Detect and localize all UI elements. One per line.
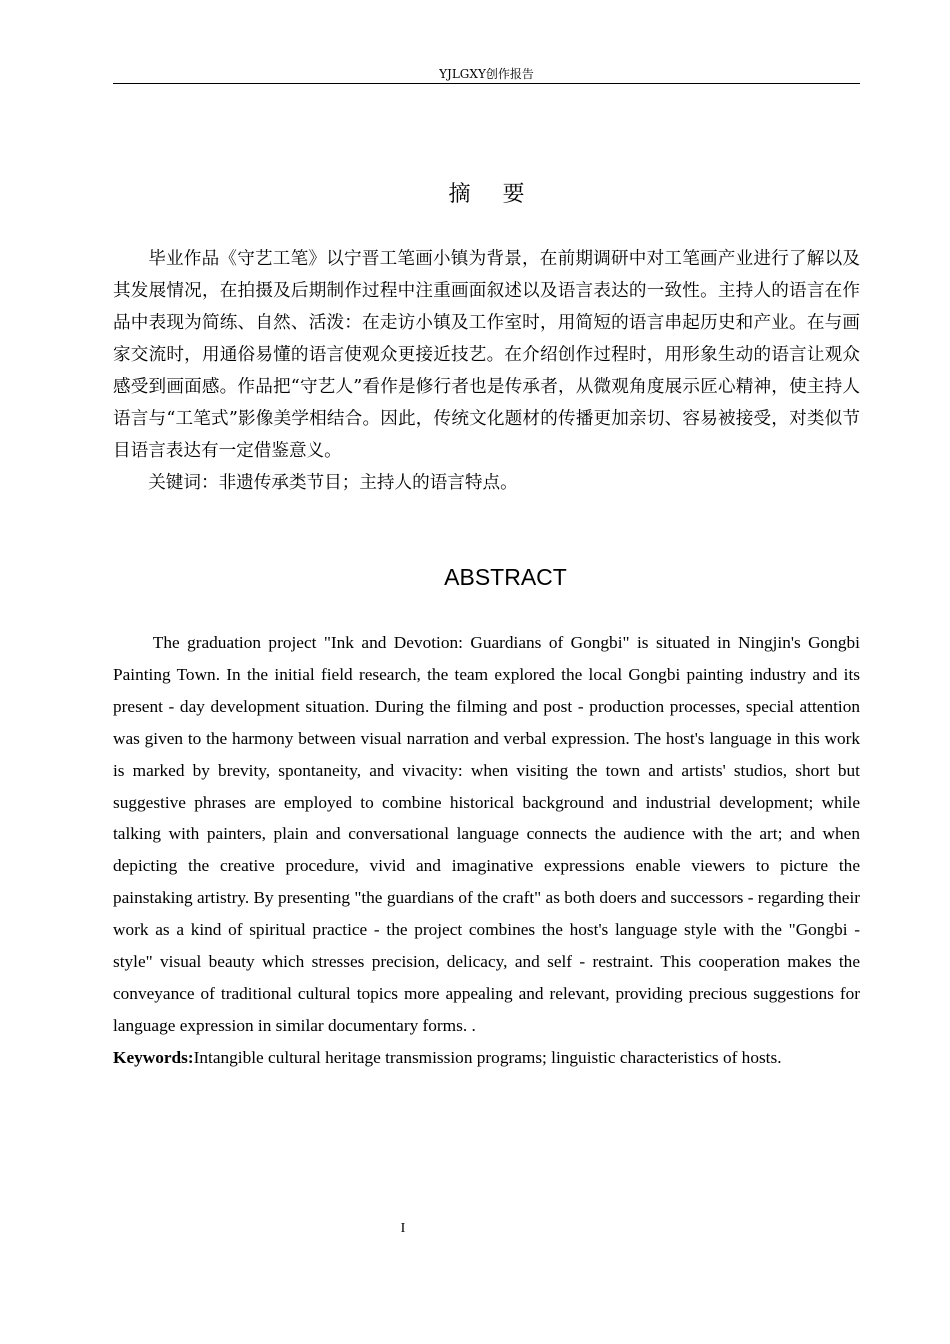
english-keywords [113,1042,860,1074]
chinese-abstract-paragraph: 毕业作品《守艺工笔》以宁晋工笔画小镇为背景，在前期调研中对工笔画产业进行了解以及其发展情况，在拍摄及后期制作过程中注重画面叙述以及语言表达的一致性。主持人的语言在作品中表现为简练、自然、活泼：在走访小镇及工作室时，用简短的语言串起历史和产业。在与画家交流时，用通俗易懂的语言使观众更接近技艺。在介绍创作过程时，用形象生动的语言让观众感受到画面感。作品把“守艺人”看作是修行者也是传承者，从微观角度展示匠心精神，使主持人语言与“工笔式”影像美学相结合。因此，传统文化题材的传播更加亲切、容易被接受，对类似节目语言表达有一定借鉴意义。 [113,249,860,461]
keywords-text: Intangible cultural heritage transmission programs; linguistic characteristics of hosts. [193,1047,782,1067]
page-number: I [400,1221,406,1236]
chinese-abstract-body [113,243,860,499]
header-rule [113,83,860,84]
chinese-keywords: 关键词：非遗传承类节目；主持人的语言特点。 [148,473,518,493]
chinese-abstract-title: 摘要 [448,182,557,207]
english-abstract-body [113,627,860,1074]
running-header: YJLGXY创作报告 [439,67,534,81]
english-abstract-title: ABSTRACT [444,564,567,590]
english-abstract-paragraph: The graduation project "Ink and Devotion: Guardians of Gongbi" is situated in Ningjin's Gongbi Painting Town. In the initial field research, the team explored the local Gongbi painting industry and its present - day development situation. During the filming and post - production processes, special attention was given to the harmony between visual narration and verbal expression. The host's language in this work is marked by brevity, spontaneity, and vivacity: when visiting the town and artists' studios, short but suggestive phrases are employed to combine historical background and industrial development; while talking with painters, plain and conversational language connects the audience with the art; and when depicting the creative procedure, vivid and imaginative expressions enable viewers to picture the painstaking artistry. By presenting "the guardians of the craft" as both doers and successors - regarding their work as a kind of spiritual practice - the project combines the host's language style with the "Gongbi - style" visual beauty which stresses precision, delicacy, and self - restraint. This cooperation makes the conveyance of traditional cultural topics more appealing and relevant, providing precious suggestions for language expression in similar documentary forms. . [113,633,860,1035]
keywords-label: Keywords: [113,1047,194,1067]
